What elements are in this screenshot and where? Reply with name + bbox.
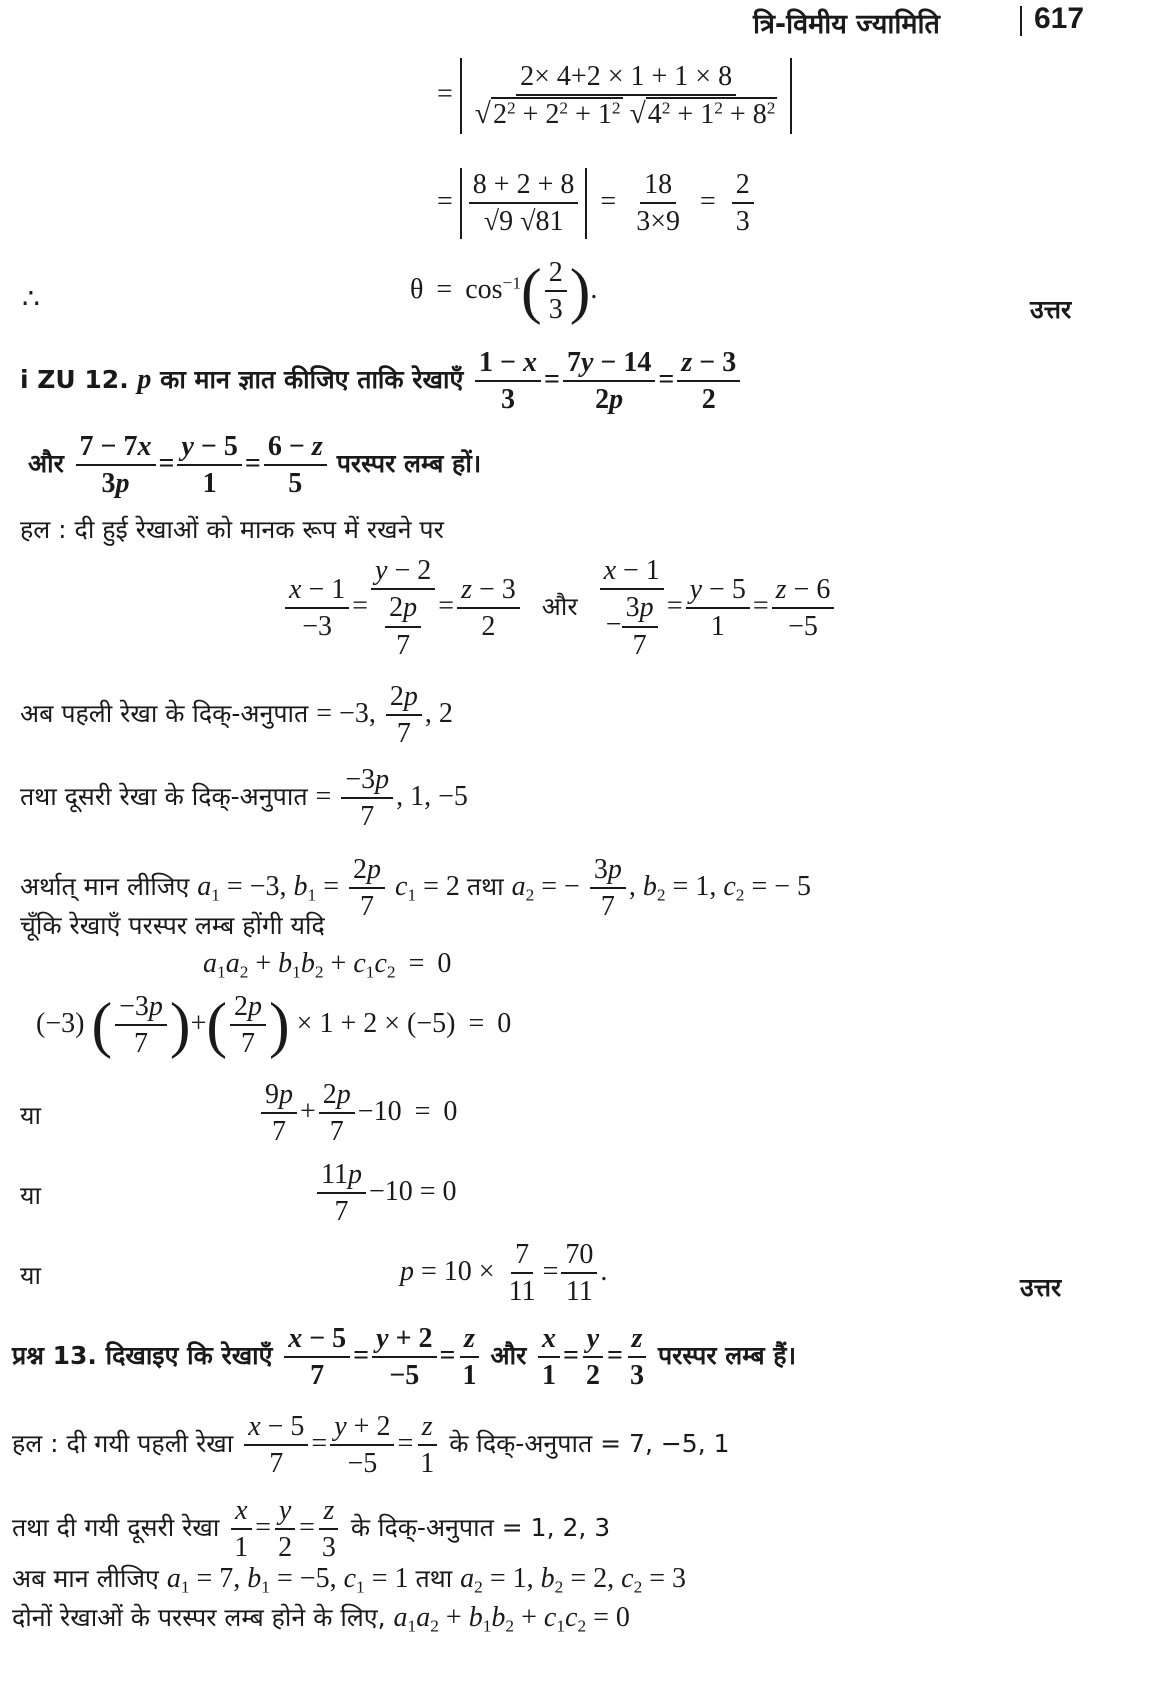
- perpendicular-condition-label: चूँकि रेखाएँ परस्पर लम्ब होंगी यदि: [20, 911, 325, 940]
- answer-label-1: उत्तर: [1030, 295, 1072, 324]
- question-12-text: का मान ज्ञात कीजिए ताकि रेखाएँ: [160, 364, 464, 394]
- tatha-word: तथा: [466, 871, 504, 901]
- inverse-exponent: −1: [502, 273, 522, 293]
- solution-13-line-2: तथा दी गयी दूसरी रेखा $\frac{x}{1}$ = $\frac{y}{2}$ = $\frac{z}{3}$ के दिक्-अनुपात = 1, 2, 3: [12, 1495, 611, 1564]
- and-word: और: [541, 591, 578, 621]
- or-word-1: या: [20, 1101, 41, 1130]
- sol13-first-line-label: हल : दी गयी पहली रेखा: [12, 1428, 234, 1458]
- fraction-numerator: 2: [732, 170, 754, 204]
- question-12-line-2: और $\frac{7 - 7x}{3p}$ = $\frac{y - 5}{1}$ = $\frac{6 - z}{5}$ परस्पर लम्ब हों।: [28, 431, 482, 500]
- theta-result: $\theta = \cos^{-1}$( $\frac{2}{3}$ ).: [410, 257, 598, 326]
- substitution-step: (−3) ( $\frac{-3p}{7}$ )+( $\frac{2p}{7}$ ) × 1 + 2 × (−5) = 0: [36, 991, 512, 1060]
- and-word: और: [28, 448, 64, 478]
- question-13-text-end: परस्पर लम्ब हैं।: [657, 1340, 797, 1370]
- perpendicular-condition: $a_1a_2 + b_1b_2 + c_1c_2 = 0$: [203, 948, 452, 982]
- fraction-denominator: 3×9: [636, 206, 680, 238]
- calc-step-2-denominator: √9 √81: [483, 206, 564, 238]
- calc-step-2-numerator: 8 + 2 + 8: [469, 170, 579, 204]
- simplify-step-2: $\frac{11p}{7}$ −10 = 0: [314, 1160, 457, 1227]
- sol13-second-line-label: तथा दी गयी दूसरी रेखा: [12, 1512, 220, 1542]
- calc-step-1-numerator: 2× 4+2 × 1 + 1 × 8: [516, 62, 736, 96]
- question-12-text-end: परस्पर लम्ब हों।: [336, 448, 482, 478]
- question-12: i ZU 12. p का मान ज्ञात कीजिए ताकि रेखाएँ $\frac{1 - x}{3}$ = $\frac{7y - 14}{2p}$ = $\frac{z - 3}{2}$: [20, 348, 743, 415]
- let-label: अर्थात् मान लीजिए: [20, 871, 190, 901]
- question-13: प्रश्न 13. दिखाइए कि रेखाएँ $\frac{x - 5}{7}$ = $\frac{y + 2}{-5}$ = $\frac{z}{1}$ और $\frac{x}{1}$ = $\frac{y}{2}$ = $\frac{z}{3}$ परस्पर लम्ब हैं।: [12, 1323, 797, 1392]
- fraction-denominator: 3: [548, 294, 563, 326]
- dr1-label: अब पहली रेखा के दिक्-अनुपात: [20, 698, 309, 728]
- direction-ratios-line-1: अब पहली रेखा के दिक्-अनुपात = −3, $\frac{2p}{7}$ , 2: [20, 681, 453, 750]
- fraction-numerator: 18: [640, 170, 676, 204]
- dr2-label: तथा दूसरी रेखा के दिक्-अनुपात: [20, 781, 308, 811]
- solution-13-line-4: दोनों रेखाओं के परस्पर लम्ब होने के लिए, $a_1a_2 + b_1b_2 + c_1c_2 = 0$: [12, 1602, 630, 1636]
- final-multiplier: = 10 ×: [421, 1255, 495, 1287]
- fraction-denominator: 11: [508, 1276, 536, 1308]
- final-value-p: p = 10 × $\frac{7}{11}$ = $\frac{70}{11}$ .: [400, 1239, 608, 1308]
- fraction-numerator: 7: [511, 1240, 533, 1274]
- chapter-title: त्रि-विमीय ज्यामिति: [753, 9, 940, 40]
- or-word-3: या: [20, 1261, 41, 1290]
- fraction-numerator: 70: [561, 1240, 597, 1274]
- cos-function: cos: [465, 273, 503, 305]
- solution-12-intro: हल : दी हुई रेखाओं को मानक रूप में रखने पर: [20, 515, 444, 544]
- sol13-perp-label: दोनों रेखाओं के परस्पर लम्ब होने के लिए,: [12, 1603, 386, 1632]
- calc-step-1: = $\frac{2\times 4+2 \times 1 + 1 \times 8}{√2^2 + 2^2 + 1^2 √4^2 + 1^2 + 8^2}$: [437, 58, 792, 134]
- answer-label-2: उत्तर: [1020, 1273, 1062, 1302]
- standard-form-equations: $\frac{x - 1}{-3}$ = $\frac{y - 2}{\frac{2p}{7}}$ = $\frac{z - 3}{2}$ और x − 1 − $\frac{3p}{7}$ = $\frac{y - 5}{1}$ = $\frac{z - 6}{-5}$: [282, 556, 837, 660]
- fraction-denominator: 11: [565, 1276, 593, 1308]
- sol13-first-line-dr: के दिक्-अनुपात = 7, −5, 1: [449, 1428, 730, 1458]
- solution-13-line-3: अब मान लीजिए $a_1 = 7$, $b_1 = -5$, $c_1 = 1$ तथा $a_2 = 1$, $b_2 = 2$, $c_2 = 3$: [12, 1563, 687, 1597]
- question-12-label: i ZU 12.: [20, 364, 129, 394]
- simplify-step-1: $\frac{9p}{7}$ + $\frac{2p}{7}$ −10 = 0: [258, 1080, 457, 1147]
- theta-symbol: θ: [410, 273, 424, 305]
- simplify-step-2-rhs: −10 = 0: [368, 1175, 457, 1207]
- solution-13-line-1: हल : दी गयी पहली रेखा $\frac{x - 5}{7}$ = $\frac{y + 2}{-5}$ = $\frac{z}{1}$ के दिक्-अनुपात = 7, −5, 1: [12, 1411, 730, 1480]
- calc-step-2: = $\frac{8 + 2 + 8}{√9 √81}$ = $\frac{18}{3\times 9}$ = $\frac{2}{3}$: [437, 168, 757, 239]
- let-values-line: अर्थात् मान लीजिए $a_1 = -3$, $b_1$ = $\frac{2p}{7}$ $c_1 = 2$ तथा $a_2$ = − $\frac{3p}{7}$ , $b_2 = 1$, $c_2$ = − 5: [20, 854, 812, 923]
- header-divider: [1020, 6, 1022, 36]
- therefore-symbol: ∴: [22, 284, 40, 315]
- question-13-label: प्रश्न 13.: [12, 1340, 97, 1370]
- tatha-word: तथा: [415, 1564, 453, 1593]
- or-word-2: या: [20, 1181, 41, 1210]
- fraction-numerator: 2: [545, 258, 567, 292]
- direction-ratios-line-2: तथा दूसरी रेखा के दिक्-अनुपात = $\frac{-3p}{7}$ , 1, −5: [20, 764, 468, 833]
- fraction-denominator: 3: [735, 206, 750, 238]
- question-13-text: दिखाइए कि रेखाएँ: [105, 1340, 273, 1370]
- page-number: 617: [1034, 2, 1085, 35]
- sol13-let-label: अब मान लीजिए: [12, 1564, 159, 1593]
- and-word: और: [490, 1340, 527, 1370]
- sol13-second-line-dr: के दिक्-अनुपात = 1, 2, 3: [350, 1512, 611, 1542]
